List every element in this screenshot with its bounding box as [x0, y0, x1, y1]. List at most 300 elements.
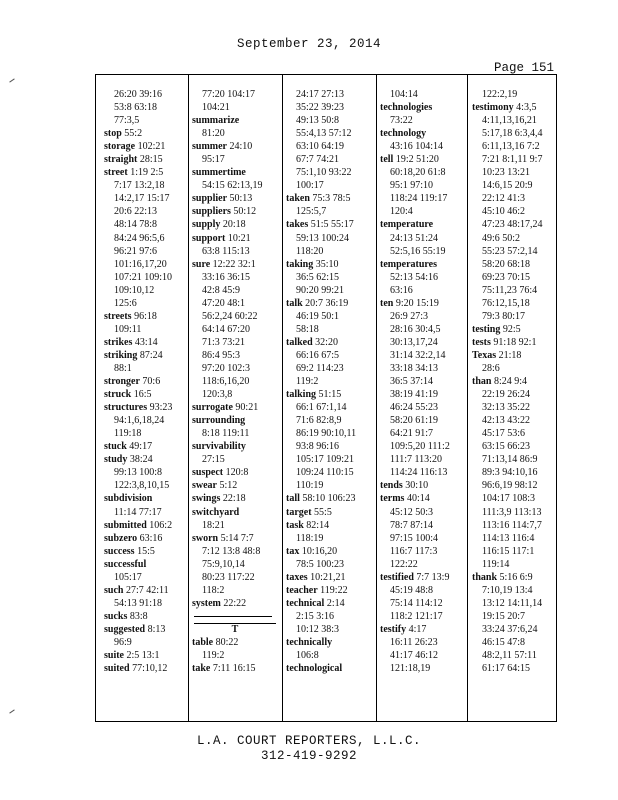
index-term: street — [104, 167, 128, 179]
index-page-refs: 24:13 51:24 — [390, 232, 439, 244]
index-page-refs: 2:15 3:16 — [296, 610, 335, 622]
index-page-refs: 106:2 — [146, 519, 173, 531]
index-page-refs: 107:21 109:10 — [114, 271, 173, 283]
index-page-refs: 18:21 — [202, 519, 225, 531]
index-page-refs: 42:13 43:22 — [482, 415, 531, 427]
index-entry — [104, 153, 190, 166]
index-entry — [104, 545, 190, 558]
index-term: sworn — [192, 532, 219, 544]
section-letter: T — [194, 623, 276, 636]
section-divider — [194, 616, 272, 619]
index-term: technological — [286, 663, 343, 675]
index-page-refs: 45:10 46:2 — [482, 206, 526, 218]
index-term: submitted — [104, 519, 147, 531]
index-page-refs: 21:18 — [496, 349, 522, 361]
index-entry — [286, 297, 378, 310]
index-term: temperatures — [380, 258, 438, 270]
index-page-refs: 73:22 — [390, 115, 413, 127]
index-page-refs: 75:9,10,14 — [202, 558, 245, 570]
index-page-refs: 19:15 20:7 — [482, 610, 526, 622]
index-term: struck — [104, 389, 132, 401]
index-page-refs: 10:23 13:21 — [482, 167, 531, 179]
index-term: stronger — [104, 376, 140, 388]
index-term: sure — [192, 258, 211, 270]
index-page-refs: 48:14 78:8 — [114, 219, 158, 231]
index-page-refs: 63:16 — [137, 532, 163, 544]
index-entry — [380, 297, 470, 310]
index-entry — [104, 584, 190, 597]
index-entry — [104, 140, 190, 153]
index-entry — [104, 453, 190, 466]
index-entry — [192, 140, 282, 153]
index-page-refs: 7:21 8:1,11 9:7 — [482, 154, 543, 166]
index-column-1 — [104, 88, 190, 675]
index-entry — [104, 440, 190, 453]
index-page-refs: 78:7 87:14 — [390, 519, 434, 531]
index-page-refs: 7:7 13:9 — [413, 571, 450, 583]
index-page-refs: 52:5,16 55:19 — [390, 245, 446, 257]
index-entry — [104, 310, 190, 323]
index-page-refs: 10:12 38:3 — [296, 623, 340, 635]
index-page-refs: 47:20 48:1 — [202, 297, 246, 309]
index-entry — [472, 323, 558, 336]
index-term: support — [192, 232, 226, 244]
index-page-refs: 91:18 92:1 — [490, 336, 537, 348]
index-page-refs: 54:13 91:18 — [114, 597, 163, 609]
index-entry — [192, 232, 282, 245]
index-page-refs: 40:14 — [404, 493, 430, 505]
page-number: Page 151 — [494, 61, 555, 75]
index-entry — [286, 218, 378, 231]
index-page-refs: 58:20 68:18 — [482, 258, 531, 270]
index-term: storage — [104, 141, 136, 153]
index-page-refs: 109:11 — [114, 323, 142, 335]
index-page-refs: 28:6 — [482, 362, 500, 374]
index-term: supplier — [192, 193, 228, 205]
index-page-refs: 118:24 119:17 — [390, 193, 448, 205]
index-term: taxes — [286, 571, 308, 583]
index-table — [95, 74, 557, 722]
index-column-4 — [380, 88, 470, 675]
index-entry — [192, 414, 282, 427]
index-page-refs: 48:2,11 57:11 — [482, 650, 537, 662]
index-page-refs: 5:12 — [217, 480, 238, 492]
index-entry — [104, 375, 190, 388]
index-page-refs: 66:16 67:5 — [296, 349, 340, 361]
index-page-refs: 82:14 — [303, 519, 330, 531]
index-page-refs: 116:15 117:1 — [482, 545, 535, 557]
index-page-refs: 45:17 53:6 — [482, 428, 526, 440]
index-page-refs: 49:6 50:2 — [482, 232, 521, 244]
index-entry — [286, 519, 378, 532]
index-page-refs: 69:2 114:23 — [296, 362, 344, 374]
index-page-refs: 77:3,5 — [114, 115, 140, 127]
index-page-refs: 14:2,17 15:17 — [114, 193, 170, 205]
index-page-refs: 75:14 114:12 — [390, 597, 443, 609]
index-page-refs: 38:24 — [127, 454, 153, 466]
index-page-refs: 100:17 — [296, 180, 324, 192]
index-entry — [192, 492, 282, 505]
index-page-refs: 63:15 66:23 — [482, 441, 531, 453]
index-term: supply — [192, 219, 221, 231]
index-page-refs: 2:14 — [324, 597, 345, 609]
index-page-refs: 8:13 — [145, 623, 166, 635]
index-entry — [192, 506, 282, 519]
index-column-3 — [286, 88, 378, 675]
index-page-refs: 92:5 — [500, 323, 521, 335]
index-page-refs: 95:1 97:10 — [390, 180, 434, 192]
index-page-refs: 80:22 — [213, 636, 239, 648]
index-page-refs: 26:9 27:3 — [390, 310, 429, 322]
index-term: than — [472, 376, 492, 388]
index-entry — [286, 584, 378, 597]
index-page-refs: 119:22 — [317, 584, 348, 596]
index-page-refs: 7:17 13:2,18 — [114, 180, 165, 192]
index-term: talking — [286, 389, 317, 401]
index-page-refs: 7:12 13:8 48:8 — [202, 545, 261, 557]
index-page-refs: 22:19 26:24 — [482, 389, 531, 401]
index-page-refs: 83:8 — [127, 610, 148, 622]
index-term: study — [104, 454, 128, 466]
index-entry — [192, 440, 282, 453]
index-term: suspect — [192, 467, 224, 479]
index-page-refs: 55:23 57:2,14 — [482, 245, 538, 257]
index-page-refs: 58:20 61:19 — [390, 415, 439, 427]
index-page-refs: 45:12 50:3 — [390, 506, 434, 518]
index-term: suite — [104, 650, 124, 662]
index-entry — [192, 479, 282, 492]
index-page-refs: 28:15 — [137, 154, 163, 166]
index-term: system — [192, 597, 221, 609]
index-page-refs: 61:17 64:15 — [482, 663, 531, 675]
index-page-refs: 122:3,8,10,15 — [114, 480, 170, 492]
index-page-refs: 71:3 73:21 — [202, 336, 246, 348]
index-page-refs: 5:14 7:7 — [218, 532, 254, 544]
index-page-refs: 22:18 — [220, 493, 246, 505]
index-page-refs: 4:11,13,16,21 — [482, 115, 537, 127]
index-entry — [286, 192, 378, 205]
index-page-refs: 104:14 — [390, 89, 418, 100]
index-page-refs: 13:12 14:11,14 — [482, 597, 543, 609]
index-term: survivability — [192, 441, 246, 453]
index-entry — [286, 662, 378, 675]
index-entry — [104, 649, 190, 662]
index-page-refs: 119:2 — [202, 649, 225, 661]
index-term: technologies — [380, 102, 433, 114]
index-entry — [380, 101, 470, 114]
index-page-refs: 71:13,14 86:9 — [482, 454, 538, 466]
index-entry — [104, 127, 190, 140]
index-page-refs: 105:17 — [114, 571, 142, 583]
index-page-refs: 86:19 90:10,11 — [296, 428, 357, 440]
index-page-refs: 97:20 102:3 — [202, 362, 251, 374]
index-page-refs: 8:18 119:11 — [202, 428, 250, 440]
index-entry — [380, 218, 470, 231]
index-entry — [104, 401, 190, 414]
index-page-refs: 58:10 106:23 — [299, 493, 356, 505]
index-page-refs: 70:6 — [139, 376, 161, 388]
index-column-2 — [192, 88, 282, 675]
index-page-refs: 118:2 — [202, 584, 225, 596]
index-page-refs: 49:13 50:8 — [296, 115, 340, 127]
index-page-refs: 96:18 — [131, 310, 157, 322]
index-entry — [192, 114, 282, 127]
index-page-refs: 10:21,21 — [307, 571, 346, 583]
index-page-refs: 7:10,19 13:4 — [482, 584, 533, 596]
index-entry — [192, 532, 282, 545]
index-entry — [192, 258, 282, 271]
index-term: temperature — [380, 219, 434, 231]
index-page-refs: 2:5 13:1 — [124, 650, 160, 662]
index-page-refs: 105:17 109:21 — [296, 454, 355, 466]
index-term: subdivision — [104, 493, 153, 505]
index-term: target — [286, 506, 312, 518]
index-entry — [472, 571, 558, 584]
index-term: talk — [286, 297, 303, 309]
index-term: structures — [104, 402, 148, 414]
index-entry — [104, 610, 190, 623]
index-page-refs: 81:20 — [202, 128, 225, 140]
index-page-refs: 119:18 — [114, 428, 142, 440]
index-term: technically — [286, 636, 333, 648]
index-term: technical — [286, 597, 325, 609]
index-page-refs: 4:3,5 — [513, 102, 537, 114]
index-page-refs: 28:16 30:4,5 — [390, 323, 441, 335]
index-term: strikes — [104, 336, 133, 348]
index-page-refs: 116:7 117:3 — [390, 545, 438, 557]
index-page-refs: 24:10 — [227, 141, 253, 153]
index-entry — [286, 597, 378, 610]
index-page-refs: 109:24 110:15 — [296, 467, 354, 479]
index-page-refs: 118:19 — [296, 532, 324, 544]
index-page-refs: 63:16 — [390, 284, 413, 296]
index-term: ten — [380, 297, 394, 309]
index-entry — [104, 349, 190, 362]
index-page-refs: 54:15 62:13,19 — [202, 180, 263, 192]
index-term: thank — [472, 571, 498, 583]
index-page-refs: 96:9 — [114, 636, 132, 648]
index-entry — [286, 571, 378, 584]
index-page-refs: 45:19 48:8 — [390, 584, 434, 596]
index-page-refs: 109:5,20 111:2 — [390, 441, 450, 453]
index-entry — [286, 336, 378, 349]
index-page-refs: 96:21 97:6 — [114, 245, 158, 257]
index-page-refs: 46:24 55:23 — [390, 402, 439, 414]
index-page-refs: 41:17 46:12 — [390, 650, 439, 662]
index-term: summertime — [192, 167, 246, 179]
index-term: subzero — [104, 532, 138, 544]
index-page-refs: 122:22 — [390, 558, 418, 570]
index-page-refs: 22:22 — [220, 597, 247, 609]
index-entry — [104, 166, 190, 179]
index-term: testing — [472, 323, 501, 335]
index-term: task — [286, 519, 304, 531]
index-term: swear — [192, 480, 217, 492]
index-term: take — [192, 662, 211, 674]
index-page-refs: 114:13 116:4 — [482, 532, 535, 544]
index-page-refs: 101:16,17,20 — [114, 258, 167, 270]
index-term: straight — [104, 154, 138, 166]
index-column-5 — [472, 88, 558, 675]
index-term: success — [104, 545, 135, 557]
index-term: Texas — [472, 349, 497, 361]
index-page-refs: 35:10 — [313, 258, 339, 270]
index-entry — [286, 545, 378, 558]
index-page-refs: 87:24 — [137, 349, 163, 361]
index-page-refs: 118:6,16,20 — [202, 376, 250, 388]
index-term: such — [104, 584, 124, 596]
index-term: sucks — [104, 610, 128, 622]
index-term: tell — [380, 154, 394, 166]
index-page-refs: 104:17 108:3 — [482, 493, 536, 505]
index-term: summer — [192, 141, 227, 153]
index-page-refs: 94:1,6,18,24 — [114, 415, 165, 427]
index-page-refs: 26:20 39:16 — [114, 89, 163, 100]
index-page-refs: 32:13 35:22 — [482, 402, 531, 414]
index-page-refs: 80:23 117:22 — [202, 571, 255, 583]
index-page-refs: 51:15 — [316, 389, 342, 401]
index-page-refs: 58:18 — [296, 323, 319, 335]
index-page-refs: 8:24 9:4 — [491, 376, 528, 388]
index-entry — [472, 375, 558, 388]
index-page-refs: 95:17 — [202, 154, 225, 166]
index-page-refs: 90:20 99:21 — [296, 284, 345, 296]
index-page-refs: 77:20 104:17 — [202, 89, 256, 100]
index-page-refs: 43:16 104:14 — [390, 141, 444, 153]
index-page-refs: 118:2 121:17 — [390, 610, 443, 622]
index-page-refs: 30:13,17,24 — [390, 336, 438, 348]
index-term: suggested — [104, 623, 146, 635]
index-page-refs: 63:8 115:13 — [202, 245, 250, 257]
index-entry — [192, 166, 282, 179]
index-page-refs: 46:15 47:8 — [482, 636, 526, 648]
index-page-refs: 93:23 — [147, 402, 173, 414]
index-term: surrogate — [192, 402, 233, 414]
index-page-refs: 19:2 51:20 — [393, 154, 439, 166]
index-entry — [286, 258, 378, 271]
index-page-refs: 88:1 — [114, 362, 132, 374]
index-page-refs: 9:20 15:19 — [393, 297, 439, 309]
index-entry — [104, 662, 190, 675]
index-term: summarize — [192, 115, 240, 127]
index-page-refs: 11:14 77:17 — [114, 506, 162, 518]
index-page-refs: 71:6 82:8,9 — [296, 415, 342, 427]
index-entry — [472, 349, 558, 362]
index-page-refs: 118:20 — [296, 245, 324, 257]
index-page-refs: 96:6,19 98:12 — [482, 480, 538, 492]
index-page-refs: 10:16,20 — [299, 545, 338, 557]
index-page-refs: 30:10 — [402, 480, 429, 492]
index-page-refs: 114:24 116:13 — [390, 467, 448, 479]
index-entry — [286, 636, 378, 649]
index-page-refs: 99:13 100:8 — [114, 467, 163, 479]
index-term: swings — [192, 493, 221, 505]
transcript-date: September 23, 2014 — [236, 37, 382, 51]
index-entry — [380, 153, 470, 166]
index-term: switchyard — [192, 506, 240, 518]
index-term: testified — [380, 571, 414, 583]
index-entry — [380, 479, 470, 492]
index-page-refs: 55:2 — [121, 128, 143, 140]
index-term: tax — [286, 545, 300, 557]
index-page-refs: 12:22 32:1 — [210, 258, 256, 270]
index-page-refs: 35:22 39:23 — [296, 102, 345, 114]
index-page-refs: 111:3,9 113:13 — [482, 506, 542, 518]
index-page-refs: 24:17 27:13 — [296, 89, 345, 100]
index-page-refs: 67:7 74:21 — [296, 154, 340, 166]
index-page-refs: 42:8 45:9 — [202, 284, 241, 296]
index-page-refs: 125:5,7 — [296, 206, 327, 218]
index-entry — [286, 492, 378, 505]
index-page-refs: 60:18,20 61:8 — [390, 167, 446, 179]
index-page-refs: 47:23 48:17,24 — [482, 219, 543, 231]
index-page-refs: 32:20 — [312, 336, 338, 348]
index-term: testimony — [472, 102, 514, 114]
footer-phone: 312-419-9292 — [260, 749, 357, 763]
index-entry — [192, 636, 282, 649]
index-page-refs: 51:5 55:17 — [308, 219, 354, 231]
index-entry — [104, 519, 190, 532]
index-page-refs: 102:21 — [135, 141, 166, 153]
index-entry — [380, 258, 470, 271]
index-term: tends — [380, 480, 403, 492]
index-entry — [192, 205, 282, 218]
index-term: stop — [104, 128, 122, 140]
index-page-refs: 89:3 94:10,16 — [482, 467, 538, 479]
index-term: suppliers — [192, 206, 231, 218]
index-page-refs: 75:1,10 93:22 — [296, 167, 352, 179]
index-term: tests — [472, 336, 491, 348]
index-term: talked — [286, 336, 313, 348]
index-page-refs: 66:1 67:1,14 — [296, 402, 347, 414]
index-page-refs: 63:10 64:19 — [296, 141, 345, 153]
index-page-refs: 53:8 63:18 — [114, 102, 158, 114]
scan-mark-top — [9, 78, 14, 82]
index-page-refs: 16:11 26:23 — [390, 636, 438, 648]
index-page-refs: 93:8 96:16 — [296, 441, 340, 453]
index-entry — [286, 506, 378, 519]
index-page-refs: 27:15 — [202, 454, 225, 466]
index-page-refs: 10:21 — [225, 232, 251, 244]
index-page-refs: 55:5 — [311, 506, 332, 518]
index-term: streets — [104, 310, 132, 322]
index-entry — [104, 492, 190, 505]
index-term: successful — [104, 558, 147, 570]
index-page-refs: 55:4,13 57:12 — [296, 128, 352, 140]
index-page-refs: 75:3 78:5 — [309, 193, 351, 205]
index-page-refs: 119:14 — [482, 558, 510, 570]
index-page-refs: 5:16 6:9 — [497, 571, 533, 583]
index-page-refs: 76:12,15,18 — [482, 297, 530, 309]
footer-company: L.A. COURT REPORTERS, L.L.C. — [196, 734, 422, 748]
index-term: stuck — [104, 441, 127, 453]
index-term: terms — [380, 493, 405, 505]
index-page-refs: 20:6 22:13 — [114, 206, 158, 218]
index-entry — [104, 558, 190, 571]
index-page-refs: 33:18 34:13 — [390, 362, 439, 374]
index-page-refs: 120:3,8 — [202, 389, 233, 401]
index-page-refs: 121:18,19 — [390, 663, 431, 675]
index-page-refs: 106:8 — [296, 650, 319, 662]
index-entry — [286, 388, 378, 401]
index-page-refs: 49:17 — [126, 441, 153, 453]
index-page-refs: 50:12 — [230, 206, 257, 218]
index-term: taking — [286, 258, 314, 270]
index-term: technology — [380, 128, 427, 140]
index-page-refs: 120:4 — [390, 206, 413, 218]
index-page-refs: 120:8 — [223, 467, 249, 479]
column-divider — [282, 75, 283, 721]
